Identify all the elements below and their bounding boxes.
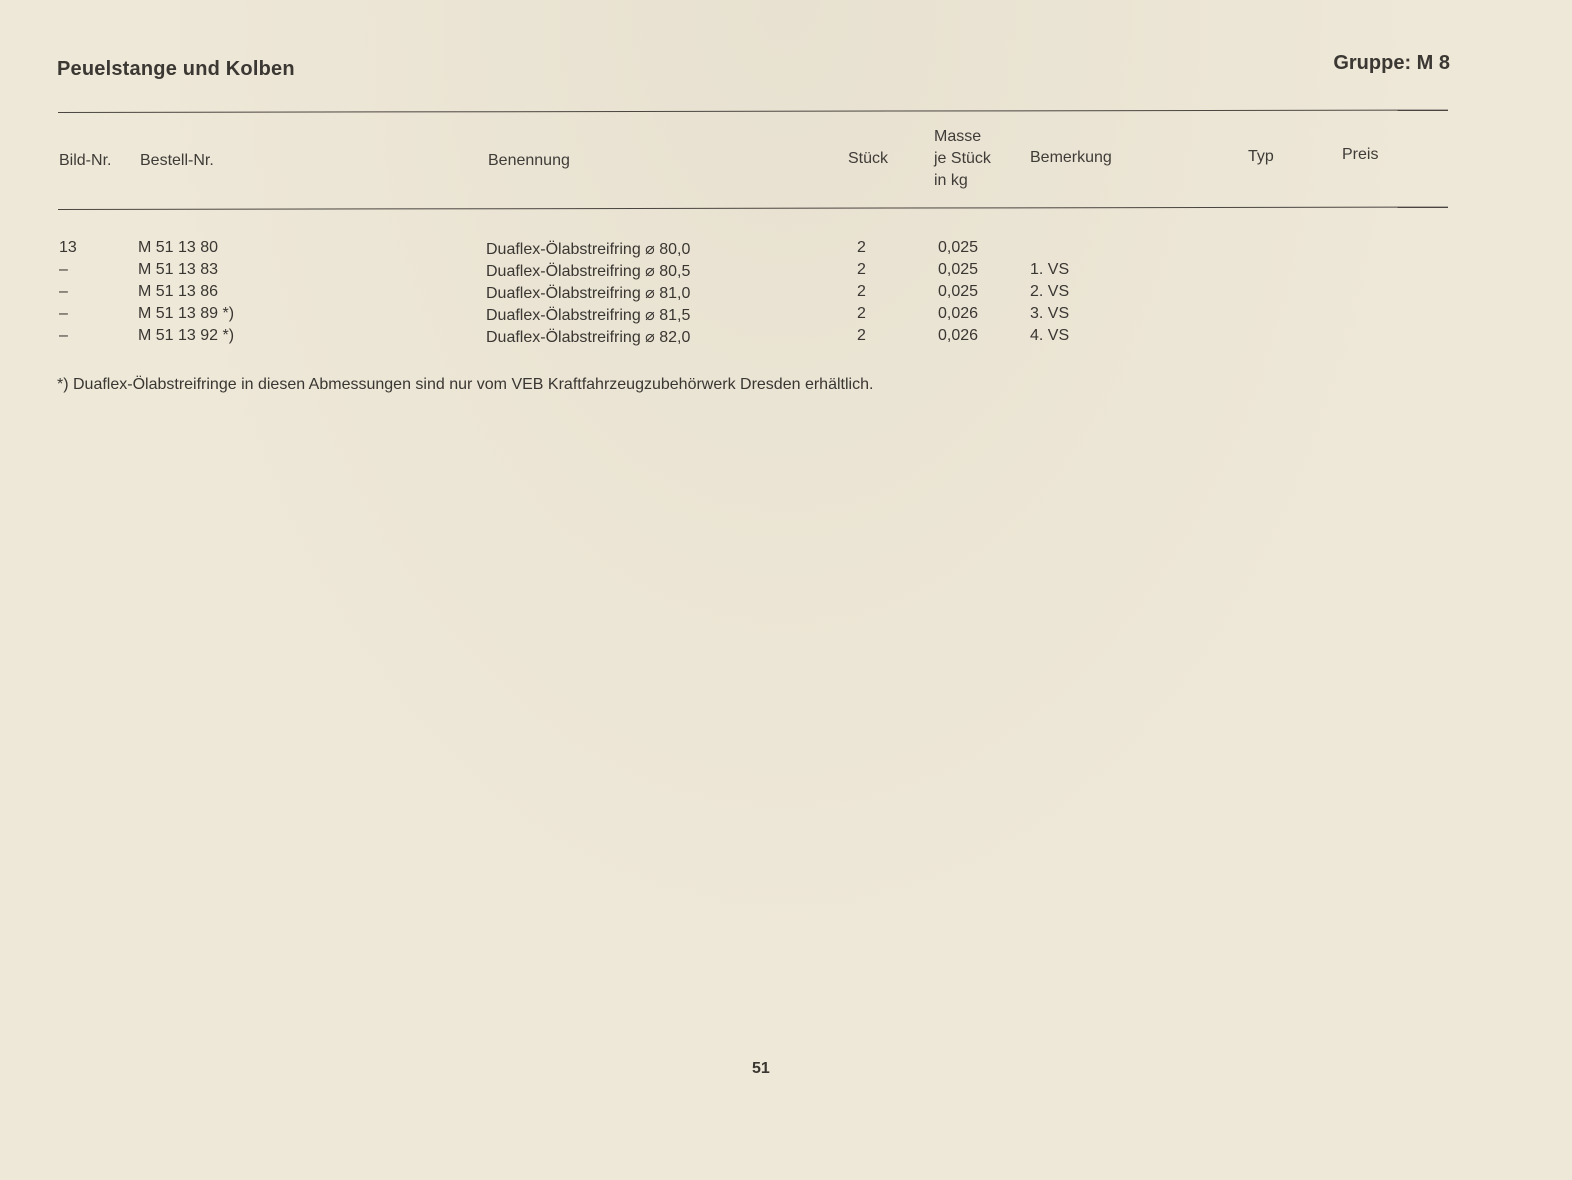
column-header-masse [934, 126, 991, 192]
cell-benennung: Duaflex-Ölabstreifring ⌀ 80,5 [486, 263, 691, 280]
column-header-masse-line1: Masse [934, 128, 982, 145]
cell-masse: 0,026 [938, 305, 979, 322]
page-title: Peuelstange und Kolben [57, 58, 295, 80]
footnote: *) Duaflex-Ölabstreifringe in diesen Abmessungen sind nur vom VEB Kraftfahrzeugzubehörwerk Dresden erhältlich. [57, 376, 874, 393]
cell-benennung: Duaflex-Ölabstreifring ⌀ 82,0 [486, 329, 691, 346]
column-header-benennung: Benennung [488, 152, 570, 169]
cell-bemerkung: 2. VS [1030, 283, 1070, 300]
cell-stueck: 2 [857, 283, 866, 300]
page-number: 51 [752, 1060, 770, 1077]
table-row [0, 239, 1572, 261]
column-header-typ: Typ [1248, 148, 1274, 165]
cell-benennung: Duaflex-Ölabstreifring ⌀ 81,5 [486, 307, 691, 324]
cell-bestell-nr: M 51 13 92 *) [138, 327, 235, 344]
column-header-masse-line3: in kg [934, 172, 968, 189]
cell-stueck: 2 [857, 239, 866, 256]
cell-bild-nr: – [59, 261, 68, 278]
header-bottom-rule [58, 207, 1448, 210]
cell-bestell-nr: M 51 13 80 [138, 239, 219, 256]
column-header-preis: Preis [1342, 146, 1379, 163]
cell-bild-nr: – [59, 305, 68, 322]
cell-masse: 0,025 [938, 283, 979, 300]
column-header-bemerkung: Bemerkung [1030, 149, 1112, 166]
cell-bemerkung: 4. VS [1030, 327, 1070, 344]
cell-bemerkung: 1. VS [1030, 261, 1070, 278]
column-header-bild-nr: Bild-Nr. [59, 152, 112, 169]
column-header-bestell-nr: Bestell-Nr. [140, 152, 214, 169]
cell-masse: 0,026 [938, 327, 979, 344]
header-top-rule [58, 110, 1448, 113]
cell-bild-nr: – [59, 283, 68, 300]
cell-benennung: Duaflex-Ölabstreifring ⌀ 81,0 [486, 285, 691, 302]
cell-masse: 0,025 [938, 239, 979, 256]
cell-stueck: 2 [857, 327, 866, 344]
table-row [0, 261, 1572, 283]
table-row [0, 283, 1572, 305]
cell-stueck: 2 [857, 305, 866, 322]
cell-bestell-nr: M 51 13 83 [138, 261, 219, 278]
cell-bestell-nr: M 51 13 86 [138, 283, 219, 300]
cell-stueck: 2 [857, 261, 866, 278]
column-header-masse-line2: je Stück [934, 150, 991, 167]
cell-bemerkung: 3. VS [1030, 305, 1070, 322]
cell-masse: 0,025 [938, 261, 979, 278]
table-row [0, 327, 1572, 349]
cell-bild-nr: – [59, 327, 68, 344]
table-row [0, 305, 1572, 327]
cell-bild-nr: 13 [59, 239, 77, 256]
cell-bestell-nr: M 51 13 89 *) [138, 305, 235, 322]
cell-benennung: Duaflex-Ölabstreifring ⌀ 80,0 [486, 241, 691, 258]
group-label: Gruppe: M 8 [1333, 52, 1450, 74]
column-header-stueck: Stück [848, 150, 889, 167]
